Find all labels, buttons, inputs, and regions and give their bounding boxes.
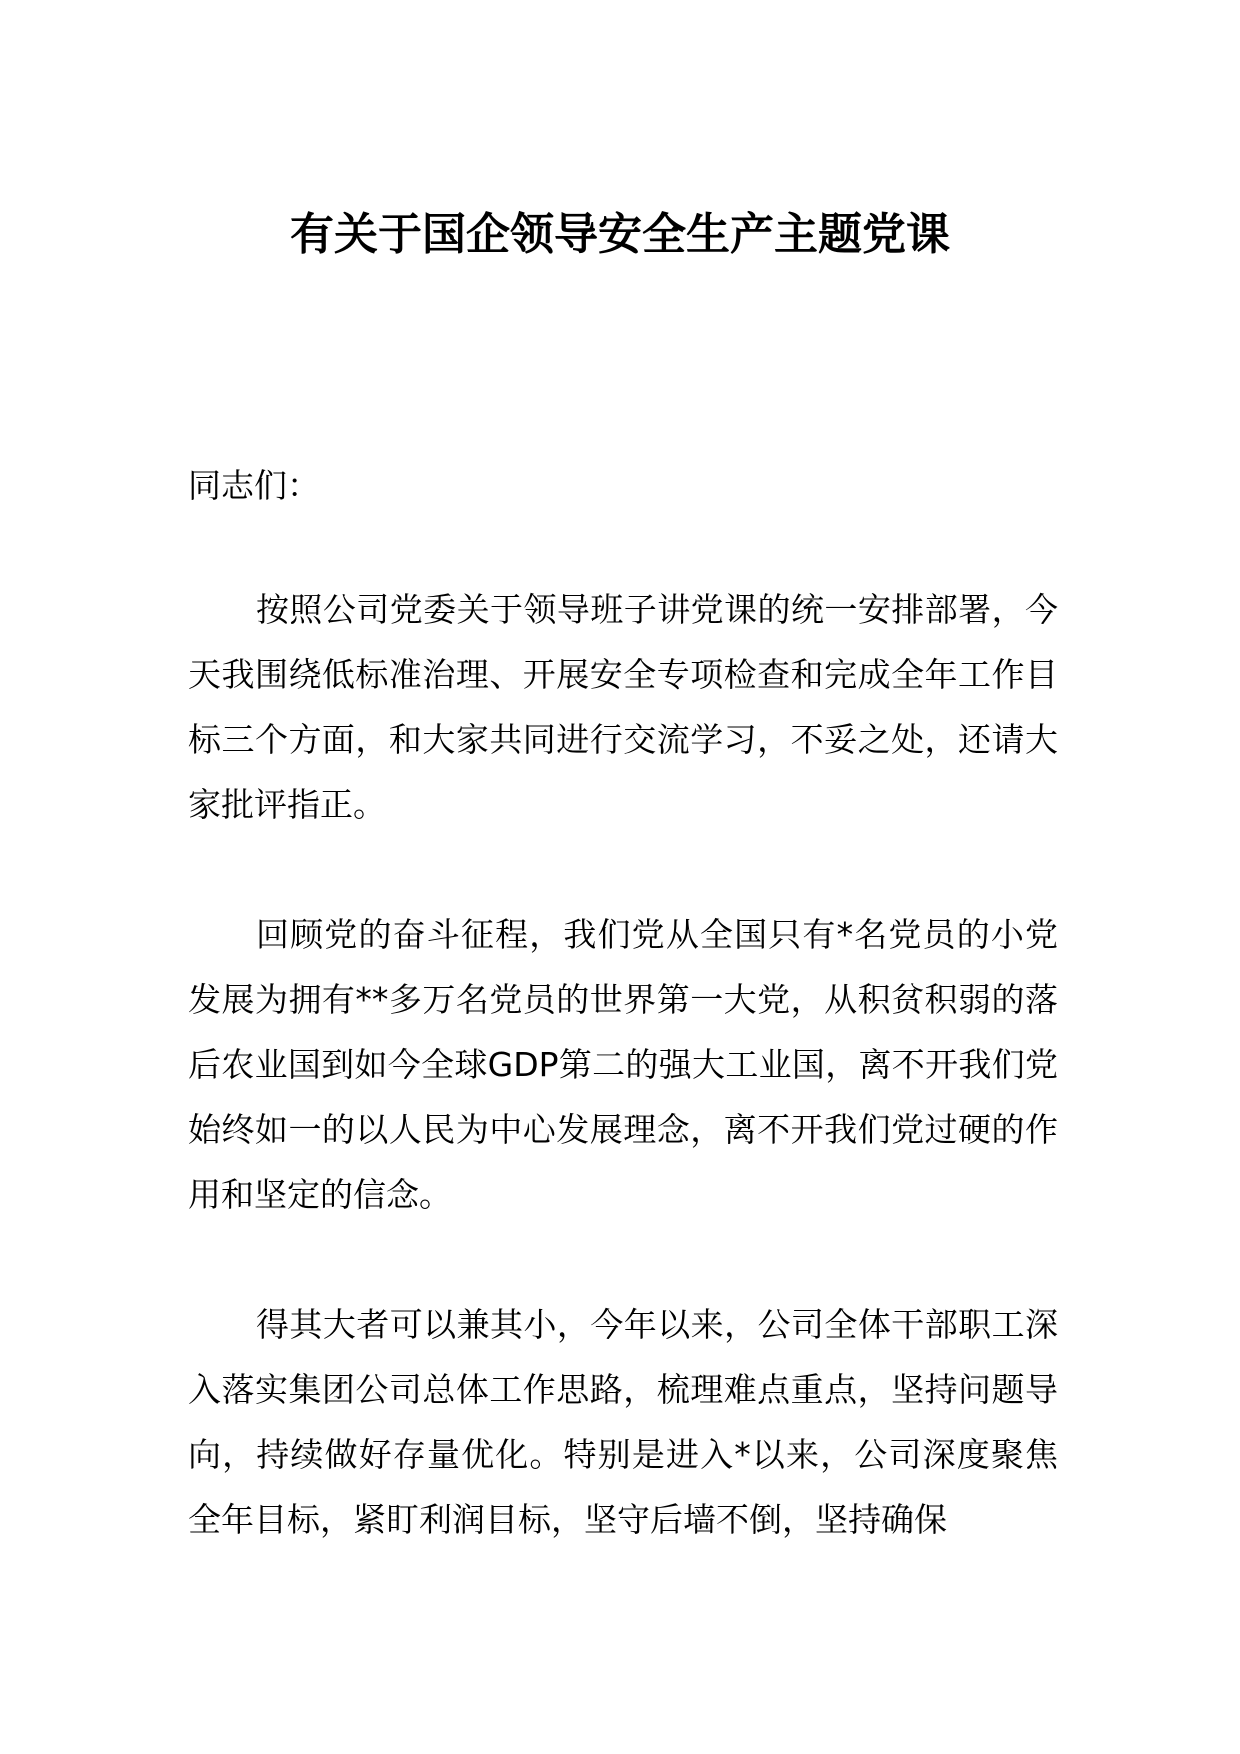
document-title: 有关于国企领导安全生产主题党课: [290, 209, 950, 260]
paragraph-2: 回顾党的奋斗征程，我们党从全国只有*名党员的小党发展为拥有**多万名党员的世界第一大党，从积贫积弱的落后农业国到如今全球GDP第二的强大工业国，离不开我们党始终如一的以人民为中心发展理念，离不开我们党过硬的作用和坚定的信念。: [188, 915, 1058, 1214]
salutation: 同志们：: [188, 466, 320, 505]
paragraph-1: 按照公司党委关于领导班子讲党课的统一安排部署，今天我围绕低标准治理、开展安全专项检查和完成全年工作目标三个方面，和大家共同进行交流学习，不妥之处，还请大家批评指正。: [188, 590, 1058, 824]
paragraph-3: 得其大者可以兼其小，今年以来，公司全体干部职工深入落实集团公司总体工作思路，梳理难点重点，坚持问题导向，持续做好存量优化。特别是进入*以来，公司深度聚焦全年目标，紧盯利润目标，坚守后墙不倒，坚持确保: [188, 1305, 1058, 1539]
